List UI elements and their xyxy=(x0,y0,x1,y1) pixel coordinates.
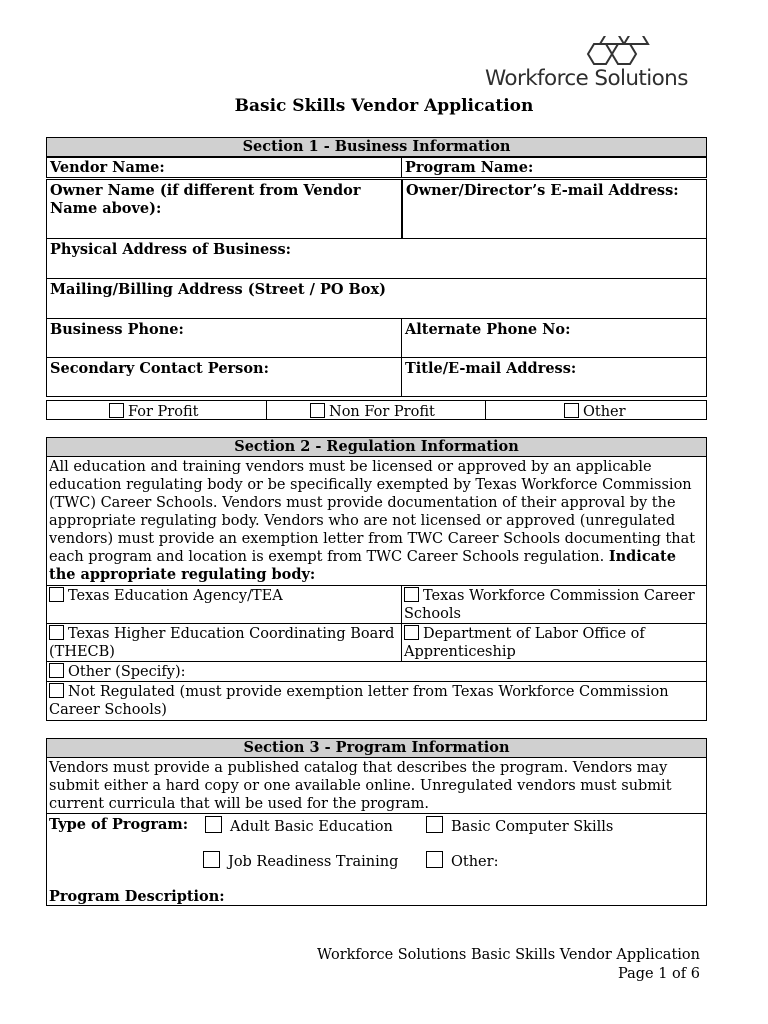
section-program-information xyxy=(46,738,707,907)
page-footer xyxy=(317,946,700,984)
workforce-solutions-logo xyxy=(482,34,707,98)
other-checkbox[interactable] xyxy=(564,403,579,418)
owner-name-field[interactable]: Owner Name (if different from Vendor Name above): xyxy=(46,179,402,239)
regulation-body-bold: Indicate the appropriate regulating body: xyxy=(49,548,676,583)
adult-basic-label: Adult Basic Education xyxy=(230,819,393,835)
dol-label: Department of Labor Office of Apprenticeship xyxy=(404,626,645,660)
twc-option[interactable] xyxy=(401,585,707,624)
section-header: Section 3 - Program Information xyxy=(46,738,707,758)
program-instructions: Vendors must provide a published catalog that describes the program. Vendors may submit either a hard copy or one available online. Unregulated vendors must submit current curricula that will be used for the program. xyxy=(46,757,707,814)
not-regulated-label: Not Regulated (must provide exemption letter from Texas Workforce Commission Career Schools) xyxy=(49,684,669,718)
page-number: Page 1 of 6 xyxy=(618,966,700,982)
title-email-field[interactable]: Title/E-mail Address: xyxy=(401,357,707,397)
section-business-information xyxy=(46,137,707,421)
thecb-option[interactable] xyxy=(46,623,402,662)
program-description-field[interactable]: Program Description: xyxy=(49,888,225,905)
tea-checkbox[interactable] xyxy=(49,587,64,602)
regulation-body-text: All education and training vendors must be licensed or approved by an applicable education regulating body or be specifically exempted by Texas Workforce Commission (TWC) Career Schools. Vendors must provide documentation of their approval by the appropriate regulating body. Vendors who are not licensed or approved (unregulated vendors) must provide an exemption letter from TWC Career Schools documenting that each program and location is exempt from TWC Career Schools regulation. xyxy=(49,459,696,565)
physical-address-field[interactable]: Physical Address of Business: xyxy=(46,238,707,279)
non-for-profit-option[interactable] xyxy=(310,401,435,421)
footer-title: Workforce Solutions Basic Skills Vendor Application xyxy=(317,947,700,963)
non-for-profit-checkbox[interactable] xyxy=(310,403,325,418)
adult-basic-option[interactable] xyxy=(205,816,393,836)
other-regulator-option[interactable] xyxy=(46,661,707,682)
regulation-instructions xyxy=(46,456,707,586)
business-phone-field[interactable]: Business Phone: xyxy=(46,318,402,358)
section-regulation-information xyxy=(46,437,707,721)
non-for-profit-label: Non For Profit xyxy=(329,404,435,420)
thecb-checkbox[interactable] xyxy=(49,625,64,640)
basic-computer-checkbox[interactable] xyxy=(426,816,443,833)
tea-option[interactable] xyxy=(46,585,402,624)
secondary-contact-field[interactable]: Secondary Contact Person: xyxy=(46,357,402,397)
job-readiness-label: Job Readiness Training xyxy=(228,854,399,870)
dol-option[interactable] xyxy=(401,623,707,662)
type-of-program-label: Type of Program: xyxy=(49,816,189,833)
adult-basic-checkbox[interactable] xyxy=(205,816,222,833)
other-label: Other xyxy=(583,404,626,420)
thecb-label: Texas Higher Education Coordinating Board (THECB) xyxy=(49,626,395,660)
basic-computer-label: Basic Computer Skills xyxy=(451,819,614,835)
twc-checkbox[interactable] xyxy=(404,587,419,602)
vendor-name-field[interactable]: Vendor Name: xyxy=(46,157,402,178)
mailing-address-field[interactable]: Mailing/Billing Address (Street / PO Box) xyxy=(46,278,707,319)
tea-label: Texas Education Agency/TEA xyxy=(68,588,283,604)
other-program-option[interactable] xyxy=(426,851,498,871)
section-header: Section 2 - Regulation Information xyxy=(46,437,707,457)
for-profit-checkbox[interactable] xyxy=(109,403,124,418)
other-option[interactable] xyxy=(564,401,626,421)
logo-text: Workforce Solutions xyxy=(485,66,688,91)
owner-email-field[interactable]: Owner/Director’s E-mail Address: xyxy=(401,179,707,239)
document-title: Basic Skills Vendor Application xyxy=(234,96,534,116)
dol-checkbox[interactable] xyxy=(404,625,419,640)
basic-computer-option[interactable] xyxy=(426,816,613,836)
other-program-label: Other: xyxy=(451,854,499,870)
job-readiness-checkbox[interactable] xyxy=(203,851,220,868)
not-regulated-option[interactable] xyxy=(46,681,707,721)
alternate-phone-field[interactable]: Alternate Phone No: xyxy=(401,318,707,358)
not-regulated-checkbox[interactable] xyxy=(49,683,64,698)
twc-label: Texas Workforce Commission Career Schools xyxy=(404,588,695,622)
for-profit-option[interactable] xyxy=(109,401,198,421)
other-regulator-label: Other (Specify): xyxy=(68,664,186,680)
program-name-field[interactable]: Program Name: xyxy=(401,157,707,178)
job-readiness-option[interactable] xyxy=(203,851,398,871)
hexagon-logo-icon xyxy=(578,36,686,70)
section-header: Section 1 - Business Information xyxy=(46,137,707,157)
other-program-checkbox[interactable] xyxy=(426,851,443,868)
other-regulator-checkbox[interactable] xyxy=(49,663,64,678)
for-profit-label: For Profit xyxy=(128,404,199,420)
